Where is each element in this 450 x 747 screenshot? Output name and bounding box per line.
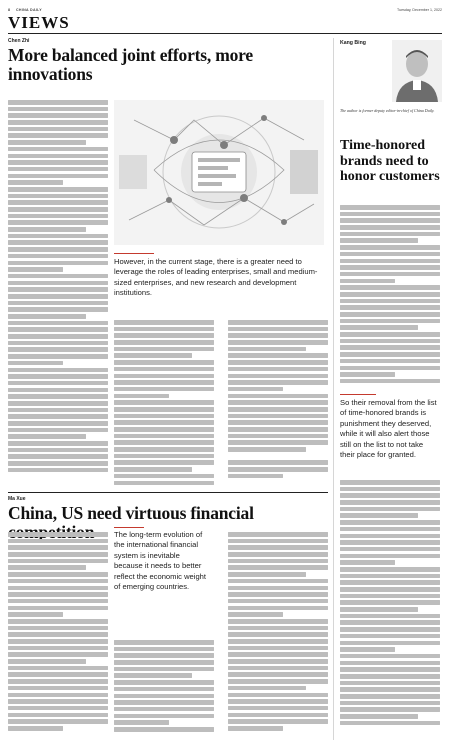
abstract-innovation-illustration xyxy=(114,100,324,245)
sidebar-byline: Kang Bing xyxy=(340,40,366,46)
article1-byline: Chen Zhi xyxy=(8,38,30,44)
article2-byline: Ma Xue xyxy=(8,496,26,502)
paper-name: CHINA DAILY xyxy=(16,8,42,12)
article1-body-column-3 xyxy=(228,320,328,488)
article2-body-column-3 xyxy=(228,532,328,740)
author-portrait xyxy=(392,40,442,102)
article1-body-column-2 xyxy=(114,320,214,488)
article1-body-column-1 xyxy=(8,100,108,488)
article1-headline: More balanced joint efforts, more innovations xyxy=(8,45,253,84)
section-title: VIEWS xyxy=(8,13,70,32)
article1-pullquote: However, in the current stage, there is a greater need to leverage the roles of leading enterprises, small and medium-sized enterprises, and new research and development institutions. xyxy=(114,257,318,298)
masthead xyxy=(8,4,442,16)
pullquote-accent-rule xyxy=(114,253,154,254)
pullquote-accent-rule-3 xyxy=(340,394,376,395)
article2-body-column-2 xyxy=(114,640,214,740)
sidebar-author-bio: The author is former deputy editor-in-chief of China Daily. xyxy=(340,108,435,113)
article-divider xyxy=(8,492,328,493)
article2-headline: China, US need virtuous financial xyxy=(8,503,254,523)
page-number: 8 xyxy=(8,8,10,12)
column-divider xyxy=(333,38,334,740)
sidebar-headline: Time-honored brands need to honor customers xyxy=(340,138,440,184)
section-rule xyxy=(8,33,442,34)
sidebar-body-bottom xyxy=(340,480,440,740)
article2-body-column-1 xyxy=(8,532,108,740)
article2-pullquote: The long-term evolution of the international financial system is inevitable because it needs to better reflect the economic weight of emerging countries. xyxy=(114,530,207,592)
issue-date: Tuesday, December 1, 2022 xyxy=(397,8,442,12)
sidebar-pullquote: So their removal from the list of time-honored brands is punishment they deserved, while it will also alert those still on the list to not take their place for granted. xyxy=(340,398,437,460)
pullquote-accent-rule-2 xyxy=(114,527,144,528)
sidebar-body-top xyxy=(340,205,440,393)
